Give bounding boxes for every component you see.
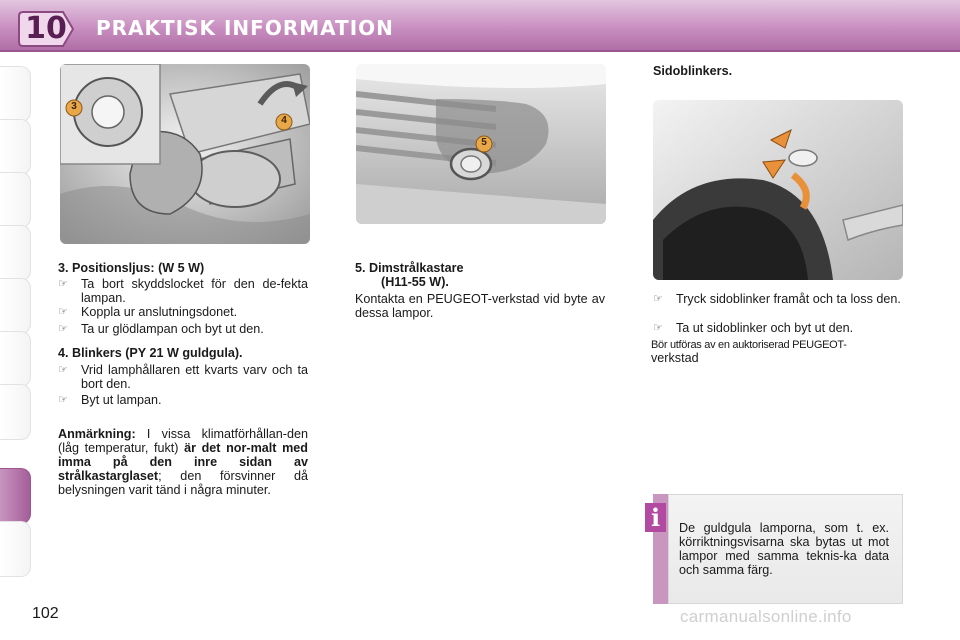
page-title: PRAKTISK INFORMATION [96,16,394,40]
remark-paragraph: Anmärkning: I vissa klimatförhållan-den (låg temperatur, fukt) är det nor-malt med imma på den inre sidan av strålkastarglaset; den försvinner då belysningen varit tänd i några minuter. [58,427,308,497]
bullet-icon: ☞ [653,321,663,334]
bullet-icon: ☞ [58,277,68,290]
section-5-text: Kontakta en PEUGEOT-verkstad vid byte av dessa lampor. [355,292,605,320]
info-icon: i [645,503,666,532]
header-rule [0,50,960,52]
chapter-tab-3[interactable] [0,172,31,228]
list-item: ☞ Vrid lamphållaren ett kvarts varv och ta bort den. [58,363,308,391]
chapter-number: 10 [25,11,67,46]
chapter-tab-7[interactable] [0,384,31,440]
section-4-heading: 4. Blinkers (PY 21 W guldgula). [58,346,243,360]
chapter-tab-1[interactable] [0,66,31,122]
chapter-tab-4[interactable] [0,225,31,281]
callout-3: 3 [71,101,77,112]
side-indicator-heading: Sidoblinkers. [653,64,733,78]
section-3-heading: 3. Positionsljus: (W 5 W) [58,261,205,275]
dealer-note-continued: verkstad [651,351,699,365]
chapter-tab-11[interactable] [0,521,31,577]
chapter-tab-2[interactable] [0,119,31,175]
dealer-note: Bör utföras av en auktoriserad PEUGEOT- [651,339,847,351]
section-5-heading: 5. Dimstrålkastare [355,261,464,275]
chapter-tab-10-active[interactable] [0,468,31,524]
remark-emphasis: är det nor-malt med imma på den inre sidan av strålkastarglaset [58,441,308,483]
bullet-icon: ☞ [58,393,68,406]
page-number: 102 [32,605,59,622]
chapter-tab-6[interactable] [0,331,31,387]
list-item: ☞ Tryck sidoblinker framåt och ta loss den. [653,292,901,306]
foglamp-illustration [356,64,606,224]
bullet-icon: ☞ [58,305,68,318]
chapter-tab-5[interactable] [0,278,31,334]
footer-watermark: carmanualsonline.info [680,607,852,626]
bullet-icon: ☞ [58,363,68,376]
list-item: ☞ Ta bort skyddslocket för den de-fekta lampan. [58,277,308,305]
bullet-icon: ☞ [58,322,68,335]
chapter-tabs [0,66,33,576]
bullet-icon: ☞ [653,292,663,305]
callout-5: 5 [481,137,487,148]
remark-label: Anmärkning: [58,427,136,441]
info-box [653,494,903,604]
info-box-text: De guldgula lamporna, som t. ex. körriktningsvisarna ska bytas ut mot lampor med samma teknis-ka data och samma färg. [679,521,889,577]
headlamp-illustration [60,64,310,244]
side-indicator-illustration [653,100,903,280]
section-5-subheading: (H11-55 W). [381,275,449,289]
info-box-body [668,494,903,604]
callout-4: 4 [281,115,287,126]
